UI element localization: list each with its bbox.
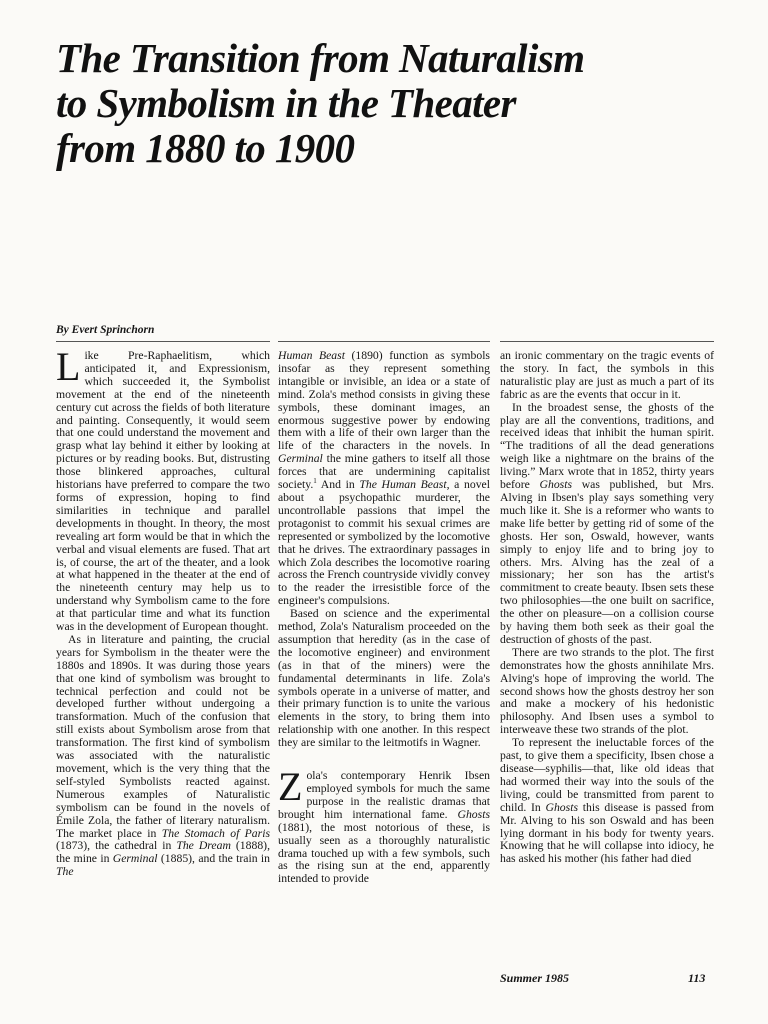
italic-title: The Human Beast, [359,478,450,492]
italic-title: Human Beast [278,349,345,362]
paragraph-text: In the broadest sense, the ghosts of the play are all the conventions, traditions, and received ideas that inhibit the human spirit. “The traditions of all the dead generations weigh like a nightmare on the brains of the living.” Marx wrote that in 1852, thirty years before [500,400,714,492]
italic-title: Ghosts [545,800,578,814]
italic-title: Germinal [278,452,323,466]
paragraph: There are two strands to the plot. The first demonstrates how the ghosts annihilate Mrs. Alving's hope of improving the world. The second shows how the ghosts destroy her son and make a mockery of his hedonistic philosophy. And Ibsen uses a symbol to interweave these two strands of the plot. [500,645,714,737]
paragraph-text: (1888), the mine in [56,839,270,866]
paragraph-text: ike Pre-Raphaelitism, which anticipated it, and Expressionism, which succeeded it, the Symbolist movement at the end of the nineteenth century cut across the fields of both literature and painting. Consequently, it would seem that one could understand the movement and grasp what lay behind it either by looking at pictures or by reading books. But, distrusting those blinkered approaches, cultural historians have preferred to compare the two forms of expression, hoping to find similarities in technique and parallel developments in thought. In theory, the most revealing art form would be that in which the verbal and visual elements are fused. That art is, of course, the art of the theater, and a look at what happened in the theater at the end of the nineteenth century may help us to understand why Symbolism came to the fore at that particular time and what its function was in the development of European thought. [56,349,270,634]
paragraph-text: ola's contemporary Henrik Ibsen employed symbols for much the same purpose in the realistic dramas that brought him international fame. [278,769,490,821]
italic-title: Germinal [112,852,158,866]
issue-date: Summer 1985 [500,971,570,985]
paragraph-text: To represent the ineluctable forces of the past, to give them a specificity, Ibsen chose a disease—syphilis—that, like old ideas that had wormed their way into the souls of the living, could be transmitted from parent to child. In [500,736,714,814]
paragraph: an ironic commentary on the tragic events of the story. In fact, the symbols in this naturalistic play are just as much a part of its fabric as are the events that occur in it. [500,349,714,401]
article-title [56,36,716,171]
column-2 [278,350,490,886]
section-gap [278,750,490,770]
page-number: 113 [688,971,706,985]
paragraph: Based on science and the experimental method, Zola's Naturalism proceeded on the assumption that heredity (as in the case of the locomotive engineer) and environment (as in that of the miners) were the fundamental determinants in life. Zola's symbols operate in a universe of matter, and their primary function is to unite the various elements in the story, to bring them into relationship with one another. In this respect they are similar to the leitmotifs in Wagner. [278,607,490,750]
column-3 [500,350,714,866]
paragraph-text: And in [316,478,360,492]
column-rule-1 [56,341,270,342]
paragraph [56,634,270,879]
column-rule-2 [278,341,490,342]
italic-title: The [56,865,74,879]
paragraph [500,402,714,647]
title-line-1: The Transition from Naturalism [56,35,585,81]
paragraph-text: (1881), the most notorious of these, is usually seen as a thoroughly naturalistic drama touched up with a few symbols, such as the rising sun at the end, apparently intended to provide [278,820,490,886]
italic-title: The Dream [176,839,231,853]
paragraph-text: this disease is passed from Mr. Alving to his son Oswald and has been lying dormant in his body for twenty years. Knowing that he will collapse into idiocy, he has asked his mother (his father had died [500,800,715,866]
paragraph-text: was published, but Mrs. Alving in Ibsen's play says something very much like it. She is a reformer who wants to make life better by getting rid of some of the ghosts. Her son, Oswald, however, wants simply to enjoy life and to bring joy to others. Mrs. Alving has the zeal of a missionary; her son has the artist's commitment to create beauty. Ibsen sets these two philosophies—the one built on sacrifice, the other on pleasure—on a collision course by having them both seek as their goal the destruction of ghosts of the past. [500,478,714,646]
drop-cap: L [56,344,81,389]
byline: By Evert Sprinchorn [56,324,155,336]
drop-cap: Z [278,764,303,810]
paragraph-text: (1885), and the train in [157,852,270,866]
italic-title: Ghosts [539,478,573,492]
paragraph [500,737,714,866]
paragraph [56,344,270,634]
title-line-2: to Symbolism in the Theater [56,80,516,126]
column-1 [56,344,270,879]
paragraph-text: (1873), the cathedral in [56,839,177,853]
paragraph [278,350,490,608]
footnote-marker: 1 [313,477,317,486]
column-rule-3 [500,341,714,342]
italic-title: Ghosts [457,807,490,821]
paragraph-text: (1890) function as symbols insofar as they represent something intangible or invisible, an idea or a state of mind. Zola's method consists in giving these symbols, these dominant images, an enormous suggestive power by endowing them with a life of their own larger than the life of the characters in the novels. In [278,349,490,453]
title-line-3: from 1880 to 1900 [56,125,355,171]
paragraph-text: the mine gathers to itself all those forces that are undermining capitalist society. [278,452,490,492]
italic-title: The Stomach of Paris [161,826,270,840]
paragraph-text: As in literature and painting, the crucial years for Symbolism in the theater were the 1880s and 1890s. It was during those years that one kind of symbolism was brought to technical perfection and could not be developed further without undergoing a transformation. Much of the confusion that still exists about Symbolism arose from that transformation. The first kind of symbolism was associated with the naturalistic movement, which is the very thing that the self-styled Symbolists reacted against. Numerous examples of Naturalistic symbolism can be found in the novels of Émile Zola, the father of literary naturalism. The market place in [56,632,270,840]
paragraph-text: a novel about a psychopathic murderer, the uncontrollable passions that impel the protagonist to commit his sexual crimes are represented or symbolized by the locomotive that he drives. The extraordinary passages in which Zola describes the locomotive roaring across the French countryside vividly convey to the reader the irresistible force of the engineer's compulsions. [278,478,490,608]
paragraph [278,764,490,886]
